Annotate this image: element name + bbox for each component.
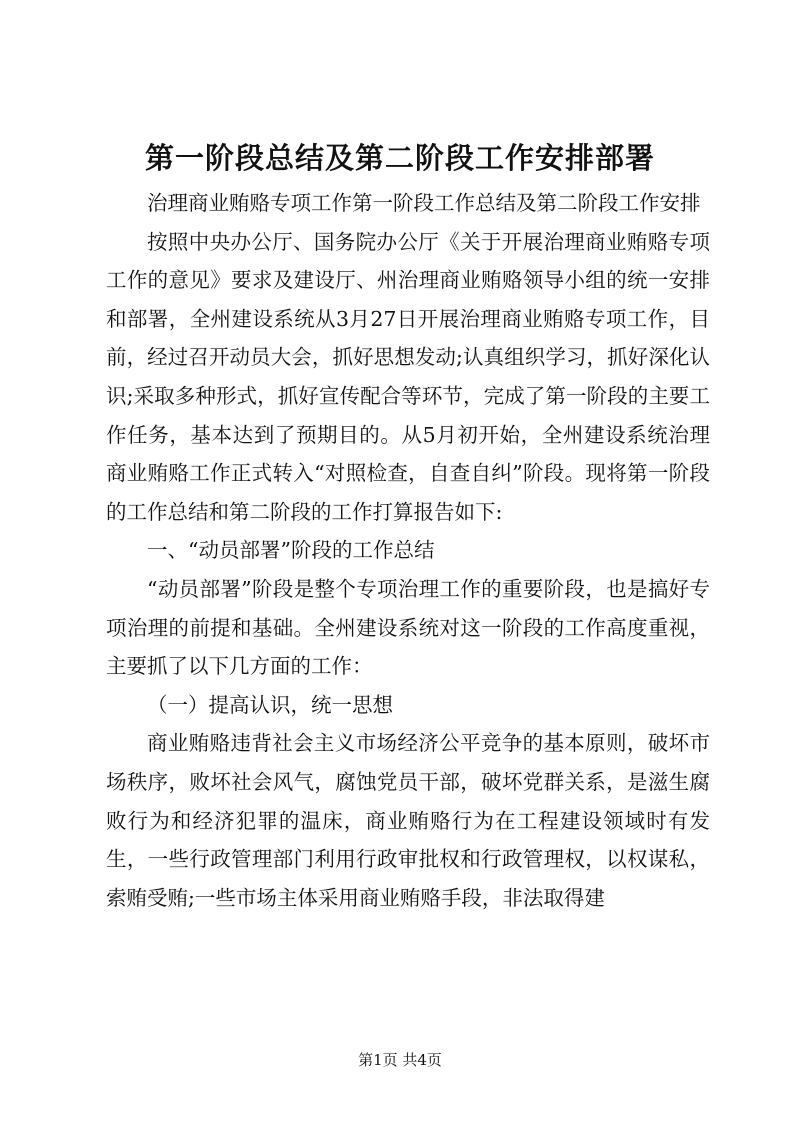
paragraph-subtitle: 治理商业贿赂专项工作第一阶段工作总结及第二阶段工作安排 xyxy=(147,191,701,215)
paragraph-intro: 按照中央办公厅、国务院办公厅《关于开展治理商业贿赂专项工作的意见》要求及建设厅、州治理商业贿赂领导小组的统一安排和部署，全州建设系统从3月27日开展治理商业贿赂专项工作，目前，经过召开动员大会，抓好思想发动;认真组织学习，抓好深化认识;采取多种形式，抓好宣传配合等环节，完成了第一阶段的主要工作任务，基本达到了预期目的。从5月初开始，全州建设系统治理商业贿赂工作正式转入“对照检查，自查自纠”阶段。现将第一阶段的工作总结和第二阶段的工作打算报告如下: xyxy=(106,229,710,524)
paragraph-subsection-1: 商业贿赂违背社会主义市场经济公平竞争的基本原则，破坏市场秩序，败坏社会风气，腐蚀党员干部，破坏党群关系，是滋生腐败行为和经济犯罪的温床，商业贿赂行为在工程建设领域时有发生，一些行政管理部门利用行政审批权和行政管理权，以权谋私，索贿受贿;一些市场主体采用商业贿赂手段，非法取得建 xyxy=(106,731,710,910)
page-footer xyxy=(0,1050,800,1070)
document-title: 第一阶段总结及第二阶段工作安排部署 xyxy=(144,141,655,175)
page-number: 第1页 共4页 xyxy=(358,1051,442,1069)
document-body xyxy=(106,184,710,917)
section-heading-1: 一、“动员部署”阶段的工作总结 xyxy=(147,538,435,563)
subsection-heading-1: （一）提高认识，统一思想 xyxy=(147,692,393,717)
paragraph-section-1: “动员部署”阶段是整个专项治理工作的重要阶段，也是搞好专项治理的前提和基础。全州建设系统对这一阶段的工作高度重视，主要抓了以下几方面的工作： xyxy=(106,576,710,679)
